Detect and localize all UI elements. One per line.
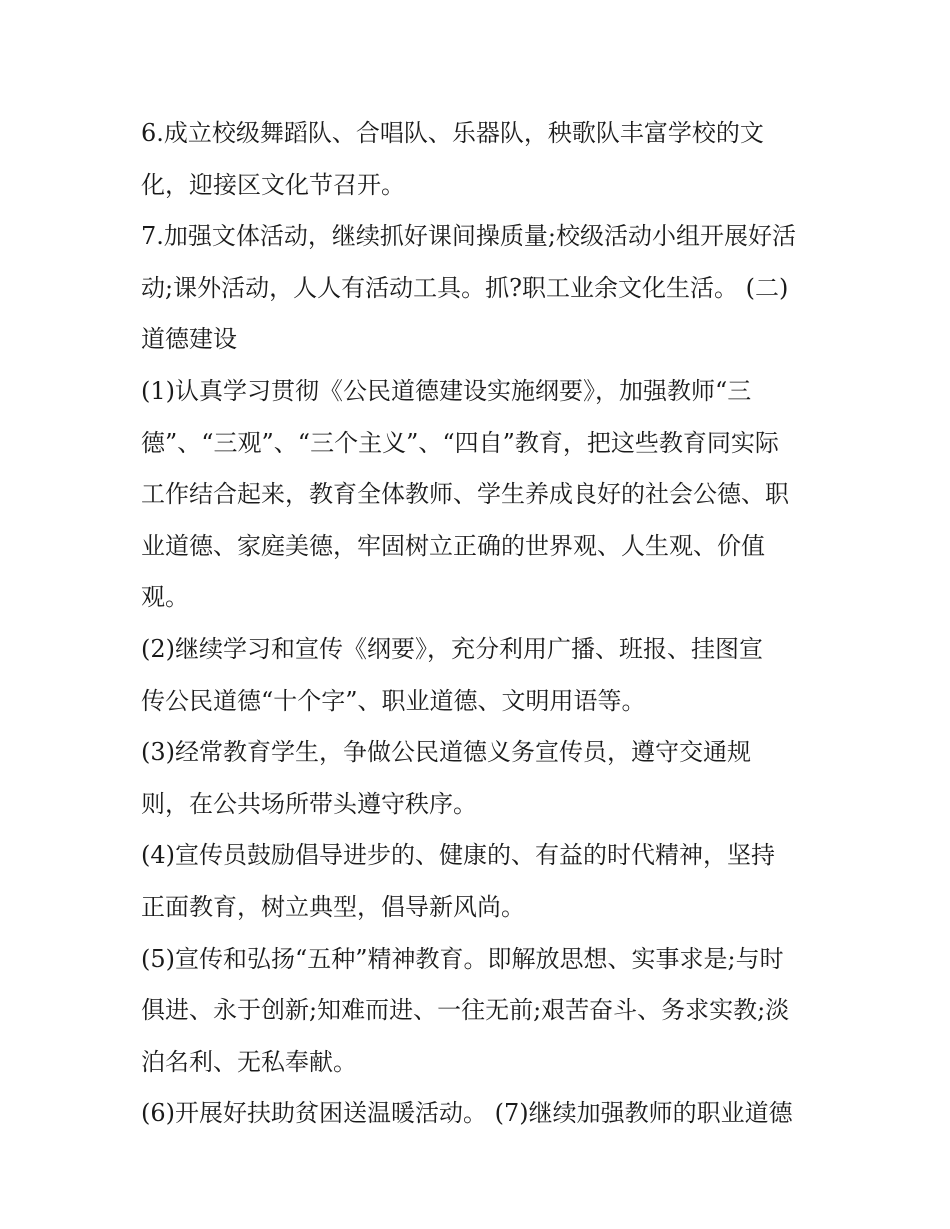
text-line: (3)经常教育学生，争做公民道德义务宣传员，遵守交通规 bbox=[141, 738, 751, 767]
text-line: (4)宣传员鼓励倡导进步的、健康的、有益的时代精神，坚持 bbox=[141, 841, 775, 870]
text-line: 传公民道德“十个字”、职业道德、文明用语等。 bbox=[141, 686, 646, 715]
text-line: 工作结合起来，教育全体教师、学生养成良好的社会公德、职 bbox=[141, 480, 789, 509]
text-line: 动;课外活动，人人有活动工具。抓?职工业余文化生活。 (二) bbox=[141, 273, 789, 302]
text-line: (6)开展好扶助贫困送温暖活动。 (7)继续加强教师的职业道德 bbox=[141, 1099, 793, 1128]
text-line: 业道德、家庭美德，牢固树立正确的世界观、人生观、价值 bbox=[141, 531, 765, 560]
text-line: 俱进、永于创新;知难而进、一往无前;艰苦奋斗、务求实教;淡 bbox=[141, 996, 790, 1025]
text-line: 泊名利、无私奉献。 bbox=[141, 1047, 357, 1076]
text-line: 6.成立校级舞蹈队、合唱队、乐器队，秧歌队丰富学校的文 bbox=[141, 119, 764, 147]
section-heading: 道德建设 bbox=[141, 325, 237, 354]
text-line: (1)认真学习贯彻《公民道德建设实施纲要》，加强教师“三 bbox=[141, 376, 752, 405]
text-line: 7.加强文体活动，继续抓好课间操质量;校级活动小组开展好活 bbox=[141, 222, 796, 251]
text-line: 德”、“三观”、“三个主义”、“四自”教育，把这些教育同实际 bbox=[141, 428, 779, 457]
text-line: (5)宣传和弘扬“五种”精神教育。即解放思想、实事求是;与时 bbox=[141, 944, 784, 973]
text-line: (2)继续学习和宣传《纲要》，充分利用广播、班报、挂图宣 bbox=[141, 634, 763, 663]
text-line: 观。 bbox=[141, 583, 189, 612]
document-body bbox=[141, 108, 821, 1140]
text-line: 正面教育，树立典型，倡导新风尚。 bbox=[141, 892, 525, 921]
text-line: 则，在公共场所带头遵守秩序。 bbox=[141, 789, 477, 818]
text-line: 化，迎接区文化节召开。 bbox=[141, 170, 405, 199]
